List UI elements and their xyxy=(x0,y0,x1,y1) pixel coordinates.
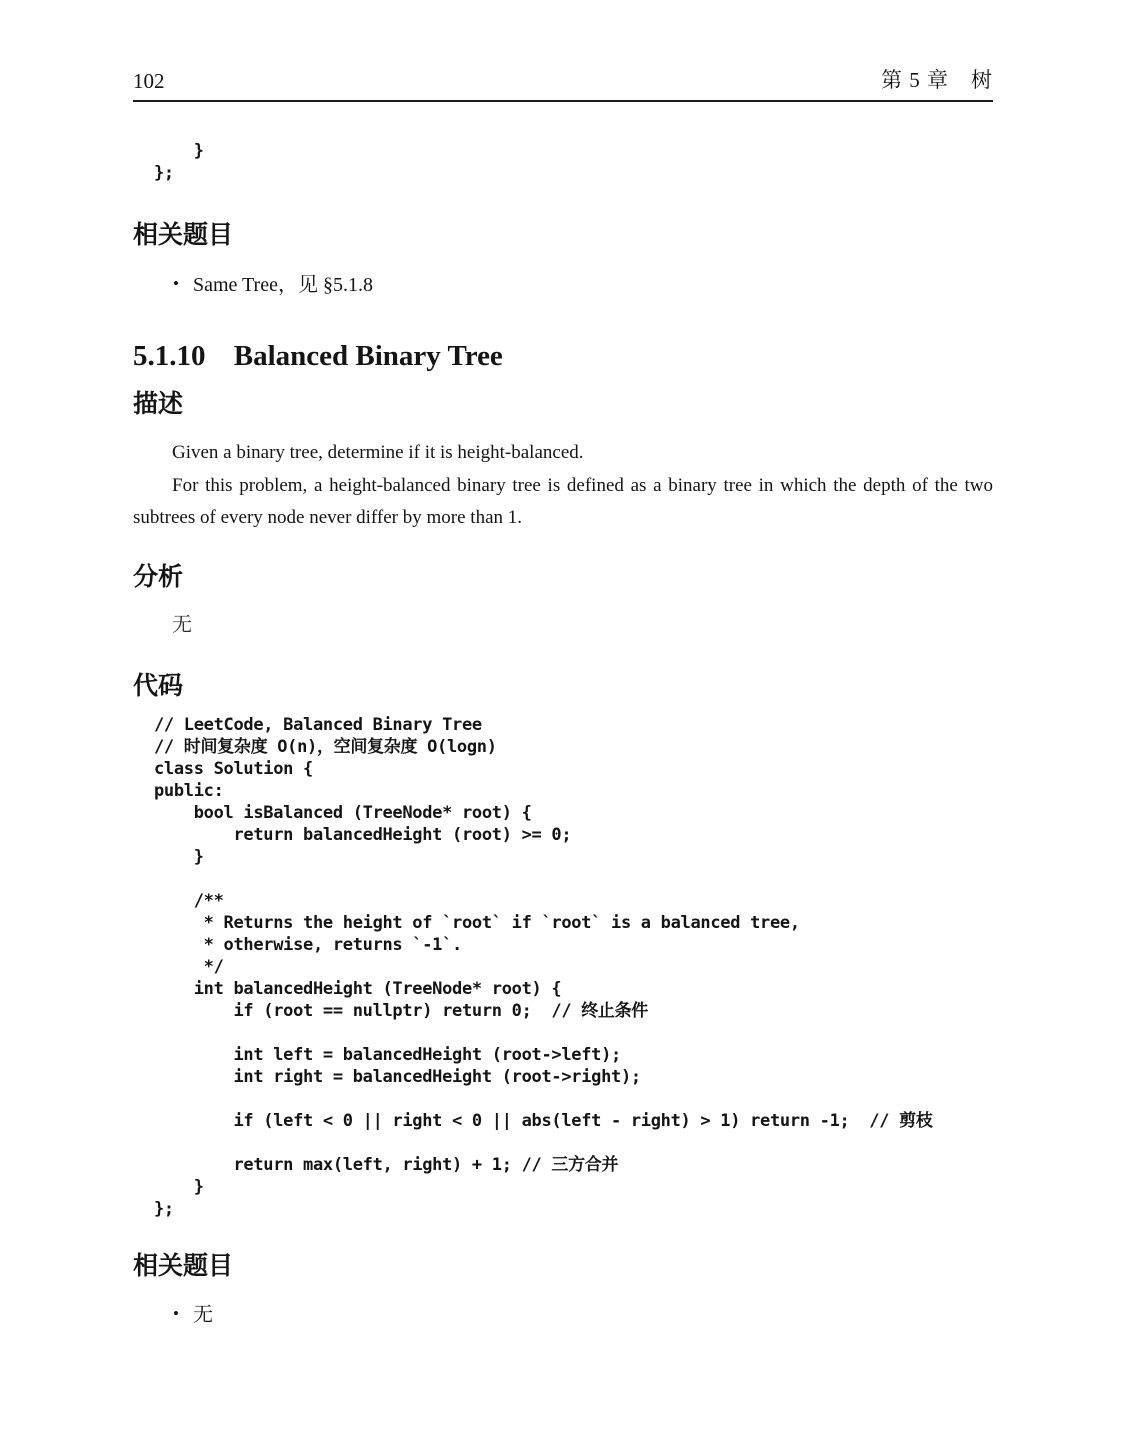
related-problem-item xyxy=(173,1298,993,1327)
code-line: int left = balancedHeight (root->left); xyxy=(154,1044,621,1065)
code-line xyxy=(154,1088,993,1110)
code-line: if (left < 0 || right < 0 || abs(left - right) > 1) return -1; // 剪枝 xyxy=(154,1110,933,1131)
code-line: int right = balancedHeight (root->right); xyxy=(154,1066,641,1087)
code-line xyxy=(154,1132,993,1154)
related-problems-heading: 相关题目 xyxy=(133,1251,234,1280)
description-body xyxy=(133,437,993,535)
code-line: * Returns the height of `root` if `root` is a balanced tree, xyxy=(154,912,800,933)
description-paragraph: For this problem, a height-balanced binary tree is defined as a binary tree in which the depth of the two subtrees of every node never differ by more than 1. xyxy=(133,474,993,529)
bullet-icon: • xyxy=(173,273,179,293)
related-problem-item xyxy=(173,268,993,297)
analysis-body: 无 xyxy=(172,614,192,637)
page-number: 102 xyxy=(133,69,165,93)
running-head xyxy=(133,64,993,102)
code-line: } xyxy=(154,1176,204,1197)
section-heading xyxy=(133,341,993,371)
code-line: int balancedHeight (TreeNode* root) { xyxy=(154,978,562,999)
analysis-heading: 分析 xyxy=(133,562,184,591)
code-line: // 时间复杂度 O(n)，空间复杂度 O(logn) xyxy=(154,736,497,757)
code-line: return max(left, right) + 1; // 三方合并 xyxy=(154,1154,619,1175)
code-line: /** xyxy=(154,890,224,911)
code-heading: 代码 xyxy=(133,672,184,701)
code-line: return balancedHeight (root) >= 0; xyxy=(154,824,572,845)
code-line: bool isBalanced (TreeNode* root) { xyxy=(154,802,532,823)
code-line: */ xyxy=(154,956,224,977)
code-line: }; xyxy=(154,1198,174,1219)
code-line xyxy=(154,1022,993,1044)
code-line xyxy=(154,868,993,890)
bullet-icon: • xyxy=(173,1304,179,1324)
related-problem-label: 无 xyxy=(192,1304,213,1327)
section-title: Balanced Binary Tree xyxy=(233,339,503,372)
top-code-fragment xyxy=(154,140,993,184)
code-line: class Solution { xyxy=(154,758,313,779)
section-number: 5.1.10 xyxy=(133,339,206,372)
code-line: } xyxy=(154,846,204,867)
code-line: * otherwise, returns `-1`. xyxy=(154,934,462,955)
code-line: }; xyxy=(154,163,174,183)
code-line: // LeetCode, Balanced Binary Tree xyxy=(154,714,482,735)
description-paragraph: Given a binary tree, determine if it is height-balanced. xyxy=(172,442,584,464)
code-line: if (root == nullptr) return 0; // 终止条件 xyxy=(154,1000,648,1021)
related-problem-label: Same Tree，见 §5.1.8 xyxy=(192,273,373,296)
chapter-title: 第 5 章 树 xyxy=(881,68,993,92)
description-heading: 描述 xyxy=(133,389,184,418)
code-line: } xyxy=(154,141,204,161)
code-line: public: xyxy=(154,780,224,801)
related-problems-heading: 相关题目 xyxy=(133,221,234,249)
code-block xyxy=(154,714,993,1220)
